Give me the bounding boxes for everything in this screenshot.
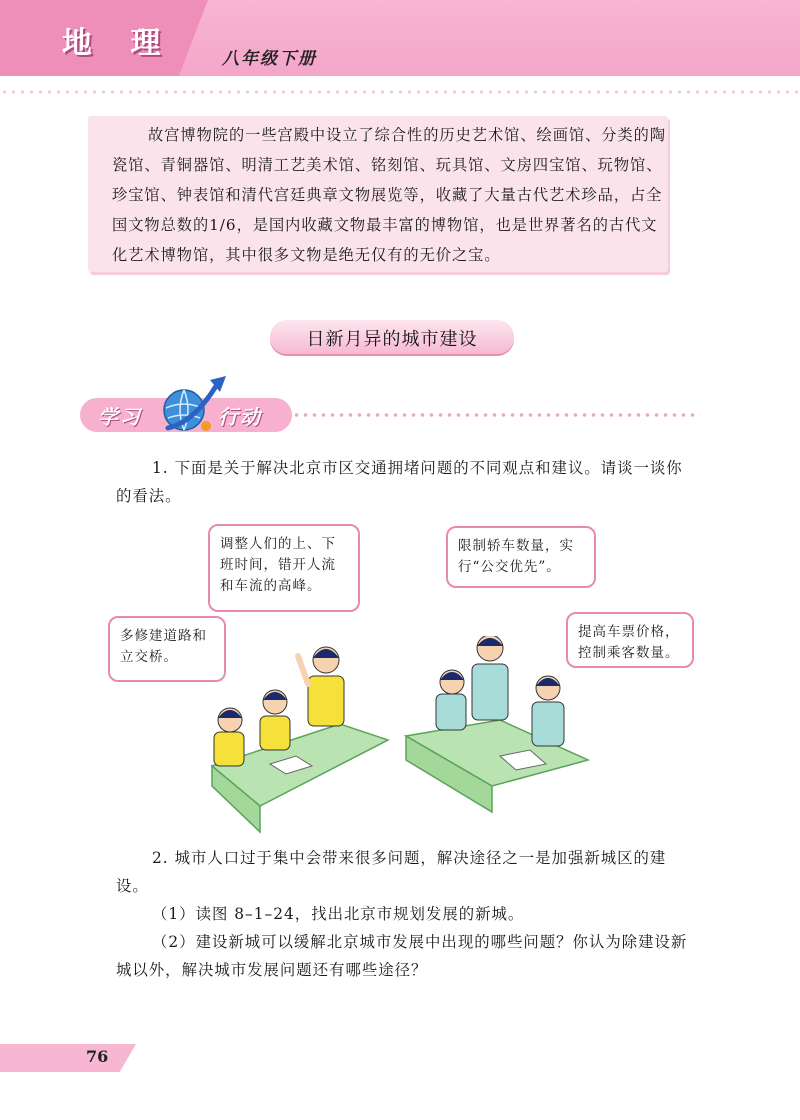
- speech-bubble-build-roads: 多修建道路和立交桥。: [108, 616, 226, 682]
- section-title: 日新月异的城市建设: [306, 329, 478, 350]
- subject-title: 地 理: [62, 26, 175, 61]
- student-figure: [436, 670, 466, 730]
- question-2-part-1: （1）读图 8–1–24，找出北京市规划发展的新城。: [152, 905, 525, 923]
- action-label: 行动: [218, 405, 262, 429]
- student-figure: [532, 676, 564, 746]
- student-figure: [472, 636, 508, 720]
- page-number: 76: [86, 1047, 109, 1066]
- discussion-illustration: [200, 636, 600, 836]
- question-2-part-2: （2）建设新城可以缓解北京城市发展中出现的哪些问题？你认为除建设新城以外，解决城市发展问题还有哪些途径？: [116, 933, 688, 979]
- speech-bubble-raise-fares: 提高车票价格，控制乘客数量。: [566, 612, 694, 668]
- page-number-tab: [0, 1044, 136, 1072]
- student-figure: [260, 690, 290, 750]
- speech-bubble-shift-hours: 调整人们的上、下班时间，错开人流和车流的高峰。: [208, 524, 360, 612]
- header-dot-divider: [0, 88, 800, 96]
- student-figure: [214, 708, 244, 766]
- question-2: 2. 城市人口过于集中会带来很多问题，解决途径之一是加强新城区的建设。: [116, 849, 667, 895]
- question-1: 1. 下面是关于解决北京市区交通拥堵问题的不同观点和建议。请谈一谈你的看法。: [116, 459, 683, 505]
- study-label: 学习: [98, 405, 142, 429]
- grade-label: 八年级下册: [222, 49, 317, 69]
- dotted-divider: [292, 412, 700, 418]
- info-paragraph: 故宫博物院的一些宫殿中设立了综合性的历史艺术馆、绘画馆、分类的陶瓷馆、青铜器馆、明清工艺美术馆、铭刻馆、玩具馆、文房四宝馆、玩物馆、珍宝馆、钟表馆和清代宫廷典章文物展览等，收藏了大量古代艺术珍品，占全国文物总数的1/6，是国内收藏文物最丰富的博物馆，也是世界著名的古代文化艺术博物馆，其中很多文物是绝无仅有的无价之宝。: [112, 126, 666, 264]
- speech-bubble-limit-cars: 限制轿车数量，实行“公交优先”。: [446, 526, 596, 588]
- student-figure: [298, 647, 344, 726]
